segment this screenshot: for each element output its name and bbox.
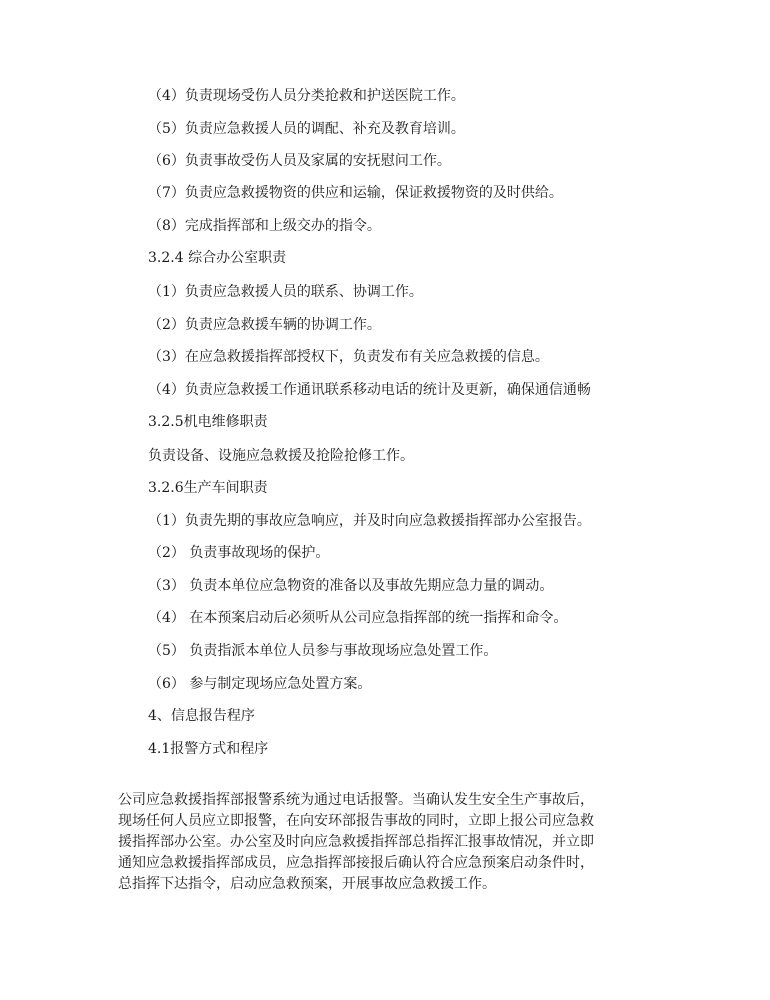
workshop-duty-6: （6） 参与制定现场应急处置方案。 [148, 676, 372, 692]
section-heading-3-2-6: 3.2.6生产车间职责 [148, 480, 268, 496]
duty-item-5-personnel: （5）负责应急救援人员的调配、补充及教育培训。 [148, 121, 465, 137]
duty-item-8-instructions: （8）完成指挥部和上级交办的指令。 [148, 218, 381, 234]
workshop-duty-5: （5） 负责指派本单位人员参与事故现场应急处置工作。 [148, 643, 498, 659]
workshop-duty-1: （1）负责先期的事故应急响应，并及时向应急救援指挥部办公室报告。 [148, 513, 591, 529]
maintenance-duty: 负责设备、设施应急救援及抢险抢修工作。 [148, 448, 414, 464]
office-duty-4: （4）负责应急救援工作通讯联系移动电话的统计及更新，确保通信通畅 [148, 382, 591, 398]
paragraph-line: 通知应急救援指挥部成员，应急指挥部接报后确认符合应急预案启动条件时， [118, 855, 594, 871]
duty-item-7-supplies: （7）负责应急救援物资的供应和运输，保证救援物资的及时供给。 [148, 185, 563, 201]
alarm-procedure-paragraph [118, 790, 658, 895]
section-heading-4-1: 4.1报警方式和程序 [148, 741, 269, 757]
office-duty-1: （1）负责应急救援人员的联系、协调工作。 [148, 284, 423, 300]
paragraph-line: 现场任何人员应立即报警，在向安环部报告事故的同时，立即上报公司应急救 [118, 813, 594, 829]
workshop-duty-4: （4） 在本预案启动后必须听从公司应急指挥部的统一指挥和命令。 [148, 610, 568, 626]
duty-item-4-injured-rescue: （4）负责现场受伤人员分类抢救和护送医院工作。 [148, 88, 465, 104]
workshop-duty-3: （3） 负责本单位应急物资的准备以及事故先期应急力量的调动。 [148, 578, 554, 594]
paragraph-line: 总指挥下达指令，启动应急救预案，开展事故应急救援工作。 [118, 876, 496, 892]
section-heading-3-2-5: 3.2.5机电维修职责 [148, 414, 268, 430]
office-duty-2: （2）负责应急救援车辆的协调工作。 [148, 317, 381, 333]
duty-item-6-family-comfort: （6）负责事故受伤人员及家属的安抚慰问工作。 [148, 153, 451, 169]
section-heading-4: 4、信息报告程序 [148, 708, 255, 724]
paragraph-line: 公司应急救援指挥部报警系统为通过电话报警。当确认发生安全生产事故后， [118, 792, 594, 808]
section-heading-3-2-4: 3.2.4 综合办公室职责 [148, 250, 287, 266]
office-duty-3: （3）在应急救援指挥部授权下，负责发布有关应急救援的信息。 [148, 349, 549, 365]
paragraph-line: 援指挥部办公室。办公室及时向应急救援指挥部总指挥汇报事故情况，并立即 [118, 834, 594, 850]
workshop-duty-2: （2） 负责事故现场的保护。 [148, 545, 330, 561]
